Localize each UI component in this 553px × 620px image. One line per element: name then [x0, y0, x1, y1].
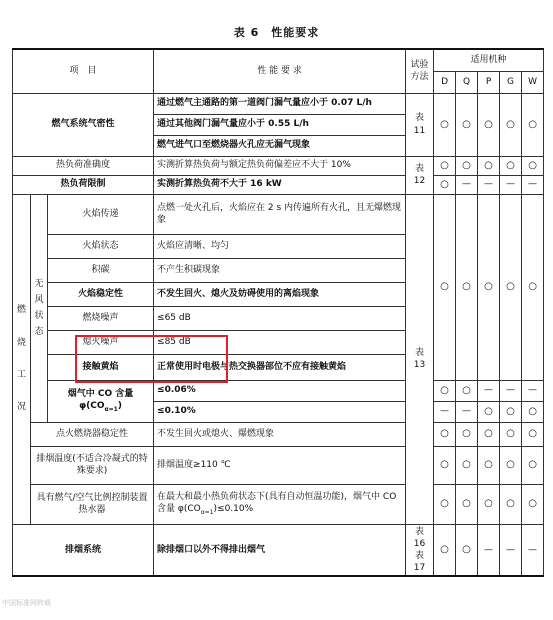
- mark: ○: [478, 401, 500, 422]
- mark: ○: [522, 194, 544, 380]
- mark: ○: [456, 446, 478, 484]
- gas-seal-label: 燃气系统气密性: [13, 93, 154, 156]
- mark: ○: [522, 446, 544, 484]
- mark: —: [456, 175, 478, 194]
- gas-seal-req-2: 通过其他阀门漏气量应小于 0.55 L/h: [154, 114, 406, 135]
- subgroup-char: 无: [34, 278, 44, 289]
- flame-stability-label: 火焰稳定性: [48, 282, 154, 306]
- flameout-noise-label: 熄火噪声: [48, 330, 154, 354]
- type-p: P: [478, 71, 500, 93]
- heat-load-accuracy-req: 实测折算热负荷与额定热负荷偏差应不大于 10%: [154, 156, 406, 175]
- no-wind-label: [31, 194, 48, 422]
- subgroup-char: 风: [34, 294, 44, 305]
- gas-seal-req-1: 通过燃气主通路的第一道阀门漏气量应小于 0.07 L/h: [154, 93, 406, 114]
- combustion-noise-label: 燃烧噪声: [48, 306, 154, 330]
- mark: —: [500, 175, 522, 194]
- mark: ○: [522, 156, 544, 175]
- mark: ○: [434, 380, 456, 401]
- co-req-2: ≤0.10%: [154, 401, 406, 422]
- co-req-1: ≤0.06%: [154, 380, 406, 401]
- method-13: 表 13: [406, 194, 434, 524]
- mark: ○: [434, 175, 456, 194]
- type-d: D: [434, 71, 456, 93]
- subgroup-char: 态: [34, 327, 44, 338]
- yellow-flame-label: 接触黄焰: [48, 354, 154, 380]
- mark: ○: [500, 484, 522, 524]
- mark: ○: [456, 524, 478, 576]
- mark: ○: [500, 156, 522, 175]
- mark: —: [500, 380, 522, 401]
- performance-table: [12, 48, 544, 577]
- heat-load-limit-req: 实测折算热负荷不大于 16 kW: [154, 175, 406, 194]
- mark: —: [434, 401, 456, 422]
- carbon-label: 积碳: [48, 258, 154, 282]
- mark: ○: [456, 93, 478, 156]
- heat-load-limit-label: 热负荷限制: [13, 175, 154, 194]
- heat-load-accuracy-label: 热负荷准确度: [13, 156, 154, 175]
- mark: ○: [434, 156, 456, 175]
- mark: ○: [522, 484, 544, 524]
- mark: —: [478, 524, 500, 576]
- subgroup-char: 状: [34, 311, 44, 321]
- mark: ○: [434, 484, 456, 524]
- combustion-condition-label: [13, 194, 31, 524]
- co-label-line2: φ(CO: [79, 401, 105, 412]
- header-item: 项 目: [13, 49, 154, 93]
- ratio-control-req: [154, 484, 406, 524]
- mark: ○: [456, 422, 478, 446]
- group-char: 烧: [16, 337, 26, 348]
- mark: ○: [522, 93, 544, 156]
- mark: ○: [500, 93, 522, 156]
- mark: ○: [500, 422, 522, 446]
- ratio-control-req-end: )≤0.10%: [213, 504, 254, 515]
- header-test-method: 试验方法: [406, 49, 434, 93]
- type-w: W: [522, 71, 544, 93]
- mark: ○: [500, 194, 522, 380]
- type-q: Q: [456, 71, 478, 93]
- mark: —: [456, 401, 478, 422]
- gas-seal-method: 表 11: [406, 93, 434, 156]
- mark: ○: [478, 156, 500, 175]
- mark: ○: [478, 194, 500, 380]
- ignition-stability-req: 不发生回火或熄火、爆燃现象: [154, 422, 406, 446]
- header-performance: 性 能 要 求: [154, 49, 406, 93]
- mark: ○: [522, 401, 544, 422]
- mark: ○: [456, 484, 478, 524]
- mark: ○: [434, 446, 456, 484]
- mark: ○: [500, 446, 522, 484]
- mark: ○: [500, 401, 522, 422]
- ratio-control-req-text: 在最大和最小热负荷状态下(具有自动恒温功能)，烟气中 CO 含量 φ(CO: [157, 491, 397, 515]
- mark: ○: [456, 380, 478, 401]
- mark: —: [478, 380, 500, 401]
- mark: ○: [478, 422, 500, 446]
- co-label-end: ): [117, 401, 122, 412]
- flame-transfer-label: 火焰传递: [48, 194, 154, 234]
- mark: —: [522, 524, 544, 576]
- type-g: G: [500, 71, 522, 93]
- table-title: 表 6 性能要求: [233, 26, 320, 39]
- mark: ○: [456, 194, 478, 380]
- method-12: 表 12: [406, 156, 434, 194]
- header-applicable-types: 适用机种: [434, 49, 544, 71]
- flame-state-req: 火焰应清晰、均匀: [154, 234, 406, 258]
- mark: ○: [478, 93, 500, 156]
- mark: ○: [434, 422, 456, 446]
- watermark: 中国标准网转载: [2, 599, 51, 607]
- exhaust-system-label: 排烟系统: [13, 524, 154, 576]
- mark: ○: [456, 156, 478, 175]
- flame-transfer-req: 点燃一处火孔后，火焰应在 2 s 内传遍所有火孔，且无爆燃现象: [154, 194, 406, 234]
- mark: ○: [522, 422, 544, 446]
- group-char: 工: [16, 370, 26, 381]
- co-label-line1: 烟气中 CO 含量: [67, 388, 134, 399]
- mark: ○: [434, 93, 456, 156]
- mark: ○: [434, 524, 456, 576]
- carbon-req: 不产生积碳现象: [154, 258, 406, 282]
- gas-seal-req-3: 燃气进气口至燃烧器火孔应无漏气现象: [154, 135, 406, 156]
- flame-state-label: 火焰状态: [48, 234, 154, 258]
- mark: —: [522, 380, 544, 401]
- co-content-label: [48, 380, 154, 422]
- mark: ○: [478, 446, 500, 484]
- exhaust-temp-label: 排烟温度(不适合冷凝式的特殊要求): [31, 446, 154, 484]
- method-16-17: 表 16 表 17: [406, 524, 434, 576]
- mark: —: [522, 175, 544, 194]
- group-char: 况: [16, 402, 26, 413]
- exhaust-system-req: 除排烟口以外不得排出烟气: [154, 524, 406, 576]
- yellow-flame-req: 正常使用时电极与热交换器部位不应有接触黄焰: [154, 354, 406, 380]
- exhaust-temp-req: 排烟温度≥110 ℃: [154, 446, 406, 484]
- group-char: 燃: [16, 305, 26, 316]
- ratio-control-label: 具有燃气/空气比例控制装置热水器: [31, 484, 154, 524]
- flameout-noise-req: ≤85 dB: [154, 330, 406, 354]
- ratio-control-req-sub: α=1: [200, 508, 214, 516]
- flame-stability-req: 不发生回火、熄火及妨碍使用的离焰现象: [154, 282, 406, 306]
- ignition-stability-label: 点火燃烧器稳定性: [31, 422, 154, 446]
- mark: —: [478, 175, 500, 194]
- co-label-sub: α=1: [104, 405, 118, 413]
- mark: —: [500, 524, 522, 576]
- combustion-noise-req: ≤65 dB: [154, 306, 406, 330]
- mark: ○: [478, 484, 500, 524]
- mark: ○: [434, 194, 456, 380]
